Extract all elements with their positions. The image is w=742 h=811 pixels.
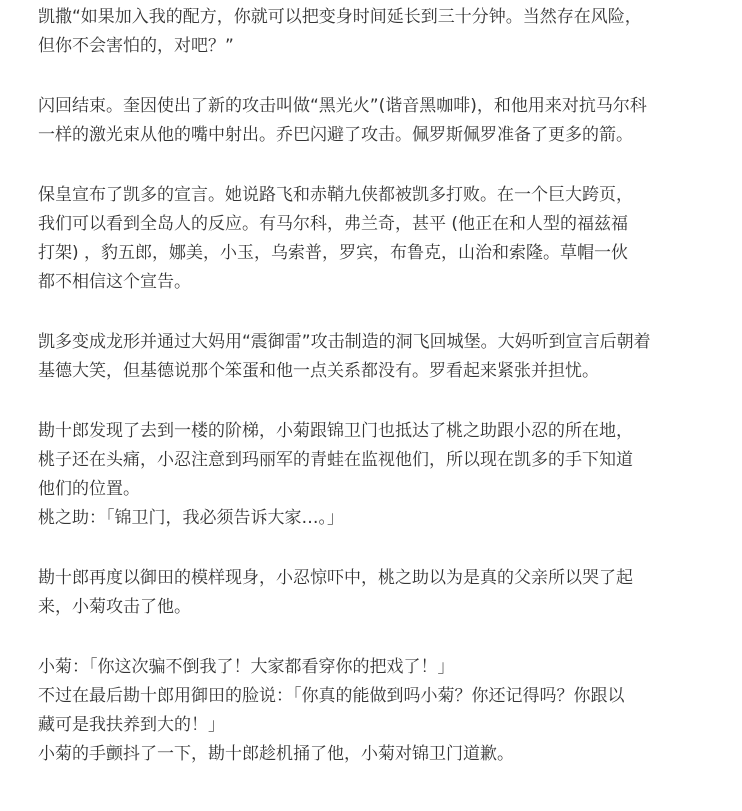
text-line: 基德大笑，但基德说那个笨蛋和他一点关系都没有。罗看起来紧张并担忧。 <box>38 361 599 381</box>
text-line: 但你不会害怕的，对吧？” <box>38 36 234 56</box>
paragraph <box>38 417 728 533</box>
text-line: 来，小菊攻击了他。 <box>38 597 191 617</box>
text-line: 桃子还在头痛，小忍注意到玛丽军的青蛙在监视他们，所以现在凯多的手下知道 <box>38 450 633 470</box>
paragraph <box>38 653 728 769</box>
text-line: 凯撒“如果加入我的配方，你就可以把变身时间延长到三十分钟。当然存在风险， <box>38 7 642 27</box>
text-line: 闪回结束。奎因使出了新的攻击叫做“黑光火”(谐音黑咖啡)，和他用来对抗马尔科 <box>38 96 647 116</box>
article-body <box>38 3 728 800</box>
paragraph <box>38 328 728 386</box>
text-line: 小菊：「你这次骗不倒我了！大家都看穿你的把戏了！」 <box>38 657 455 677</box>
text-line: 凯多变成龙形并通过大妈用“震御雷”攻击制造的洞飞回城堡。大妈听到宣言后朝着 <box>38 332 651 352</box>
text-line: 藏可是我扶养到大的！」 <box>38 715 225 735</box>
text-line: 他们的位置。 <box>38 479 140 499</box>
text-line: 勘十郎再度以御田的模样现身，小忍惊吓中，桃之助以为是真的父亲所以哭了起 <box>38 568 633 588</box>
text-line: 我们可以看到全岛人的反应。有马尔科，弗兰奇，甚平 (他正在和人型的福兹福 <box>38 214 629 234</box>
paragraph <box>38 564 728 622</box>
text-line: 小菊的手颤抖了一下，勘十郎趁机捅了他，小菊对锦卫门道歉。 <box>38 744 514 764</box>
text-line: 都不相信这个宣告。 <box>38 272 191 292</box>
text-line: 一样的激光束从他的嘴中射出。乔巴闪避了攻击。佩罗斯佩罗准备了更多的箭。 <box>38 125 633 145</box>
text-line: 勘十郎发现了去到一楼的阶梯，小菊跟锦卫门也抵达了桃之助跟小忍的所在地， <box>38 421 633 441</box>
text-line: 桃之助：「锦卫门，我必须告诉大家…。」 <box>38 508 344 528</box>
text-line: 打架) ，豹五郎，娜美，小玉，乌索普，罗宾，布鲁克，山治和索隆。草帽一伙 <box>38 243 629 263</box>
text-line: 不过在最后勘十郎用御田的脸说：「你真的能做到吗小菊？你还记得吗？你跟以 <box>38 686 625 706</box>
text-line: 保皇宣布了凯多的宣言。她说路飞和赤鞘九侠都被凯多打败。在一个巨大跨页， <box>38 185 633 205</box>
paragraph <box>38 92 728 150</box>
paragraph <box>38 181 728 297</box>
paragraph <box>38 3 728 61</box>
